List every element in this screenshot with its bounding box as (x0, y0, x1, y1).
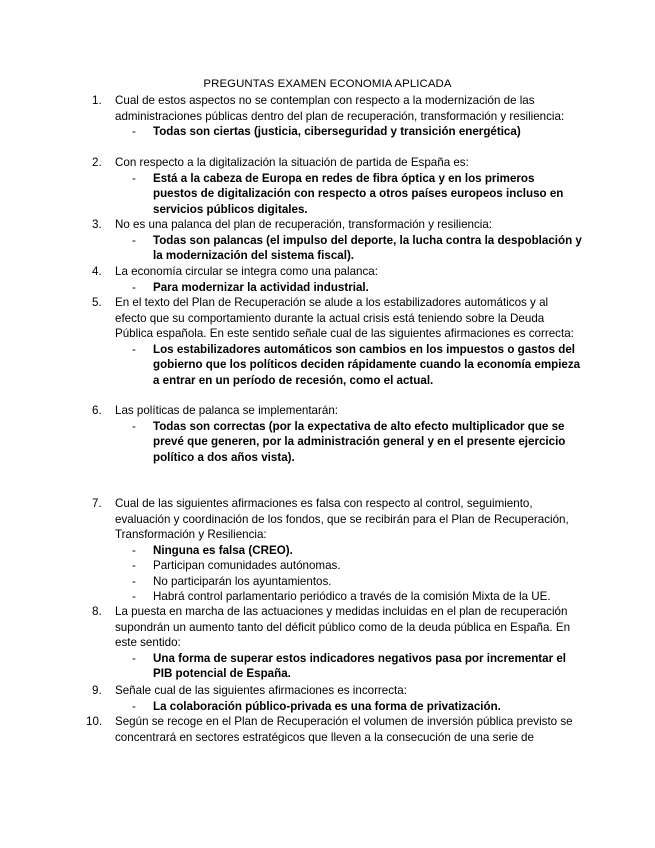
answer-item: - Los estabilizadores automáticos son cambios en los impuestos o gastos del gobierno que los políticos deciden rápidamente cuando la economía empieza a entrar en un período de recesión, como el actual. (132, 342, 581, 387)
question-text: La puesta en marcha de las actuaciones y medidas incluidas en el plan de recuperación supondrán un aumento tanto del déficit público como de la deuda pública en España. En este sentido: (115, 605, 571, 649)
answer-item: - La colaboración público-privada es una forma de privatización. (132, 699, 501, 713)
answer-text: No participarán los ayuntamientos. (153, 574, 332, 588)
question-number: 10. (86, 715, 103, 728)
question-text: Señale cual de las siguientes afirmaciones es incorrecta: (115, 684, 407, 697)
question-text: En el texto del Plan de Recuperación se alude a los estabilizadores automáticos y al efecto que su comportamiento durante la actual crisis está teniendo sobre la Deuda Pública española. En este sentido señale cual de las siguientes afirmaciones es correcta: (115, 296, 574, 340)
answer-item: - Todas son palancas (el impulso del deporte, la lucha contra la despoblación y la modernización del sistema fiscal). (132, 233, 582, 262)
answer-item: - Una forma de superar estos indicadores negativos pasa por incrementar el PIB potencial de España. (132, 651, 567, 680)
answer-item: - Todas son ciertas (justicia, ciberseguridad y transición energética) (132, 125, 521, 138)
answer-item: - No participarán los ayuntamientos. (132, 574, 332, 588)
question-number: 9. (92, 684, 102, 697)
answer-item: - Todas son correctas (por la expectativa de alto efecto multiplicador que se prevé que generen, por la administración general y en el presente ejercicio político a dos años vista). (132, 419, 566, 464)
answer-text: Todas son ciertas (justicia, ciberseguridad y transición energética) (153, 125, 521, 138)
answer-item: - Para modernizar la actividad industrial. (132, 280, 369, 294)
question-text: Con respecto a la digitalización la situación de partida de España es: (115, 156, 469, 169)
question-5 (92, 295, 582, 388)
page-title: PREGUNTAS EXAMEN ECONOMIA APLICADA (203, 78, 452, 90)
answer-text: Los estabilizadores automáticos son cambios en los impuestos o gastos del gobierno que los políticos deciden rápidamente cuando la economía empieza a entrar en un período de recesión, como el actual. (153, 342, 581, 387)
answer-item: - Participan comunidades autónomas. (132, 559, 341, 572)
question-number: 7. (92, 497, 102, 510)
question-text: Cual de estos aspectos no se contemplan con respecto a la modernización de las administraciones públicas dentro del plan de recuperación, transformación y resiliencia: (115, 94, 565, 123)
question-text: Cual de las siguientes afirmaciones es falsa con respecto al control, seguimiento, evaluación y coordinación de los fondos, que se recibirán para el Plan de Recuperación, Transformación y Resiliencia: (115, 497, 569, 541)
question-1 (92, 93, 582, 140)
answer-item: - Está a la cabeza de Europa en redes de fibra óptica y en los primeros puestos de digitalización con respecto a otros países europeos incluso en servicios públicos digitales. (132, 171, 564, 216)
question-4 (92, 264, 582, 295)
question-text: No es una palanca del plan de recuperación, transformación y resiliencia: (115, 218, 493, 231)
answer-text: Habrá control parlamentario periódico a través de la comisión Mixta de la UE. (153, 590, 551, 603)
question-3 (92, 217, 582, 264)
question-6 (92, 403, 582, 465)
question-number: 2. (92, 156, 102, 169)
answer-text: La colaboración público-privada es una forma de privatización. (153, 699, 501, 713)
question-number: 4. (92, 265, 102, 278)
answer-text: Todas son correctas (por la expectativa de alto efecto multiplicador que se prevé que generen, por la administración general y en el presente ejercicio político a dos años vista). (153, 419, 566, 464)
answer-text: Ninguna es falsa (CREO). (153, 543, 293, 557)
question-text: Según se recoge en el Plan de Recuperación el volumen de inversión pública previsto se concentrará en sectores estratégicos que lleven a la consecución de una serie de (115, 715, 573, 744)
answer-text: Para modernizar la actividad industrial. (153, 280, 369, 294)
question-8 (92, 604, 582, 682)
question-number: 8. (92, 605, 102, 618)
answer-text: Está a la cabeza de Europa en redes de fibra óptica y en los primeros puestos de digitalización con respecto a otros países europeos incluso en servicios públicos digitales. (153, 171, 564, 216)
question-text: La economía circular se integra como una palanca: (115, 265, 378, 278)
answer-text: Todas son palancas (el impulso del deporte, la lucha contra la despoblación y la modernización del sistema fiscal). (153, 233, 582, 262)
answer-item: - Habrá control parlamentario periódico a través de la comisión Mixta de la UE. (132, 590, 551, 603)
answer-item: - Ninguna es falsa (CREO). (132, 543, 293, 557)
question-text: Las políticas de palanca se implementarán: (115, 404, 338, 417)
question-2 (92, 155, 582, 217)
question-number: 6. (92, 404, 102, 417)
answer-text: Una forma de superar estos indicadores negativos pasa por incrementar el PIB potencial de España. (153, 651, 567, 680)
question-number: 1. (92, 94, 102, 107)
question-number: 5. (92, 296, 102, 309)
question-7 (92, 496, 582, 605)
answer-text: Participan comunidades autónomas. (153, 559, 341, 572)
question-10 (86, 714, 582, 745)
question-number: 3. (92, 218, 102, 231)
question-9 (92, 683, 582, 714)
